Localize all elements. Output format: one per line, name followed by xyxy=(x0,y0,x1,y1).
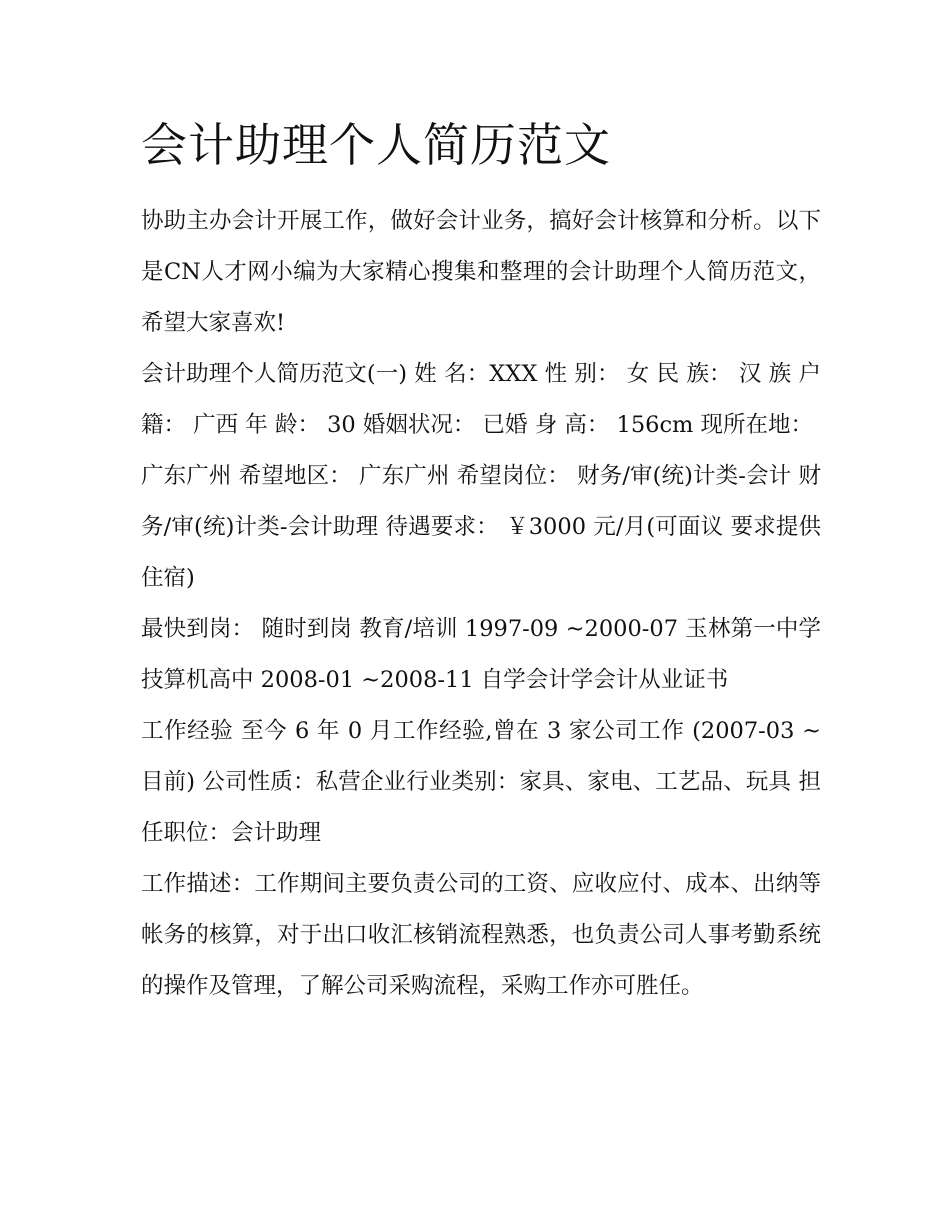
personal-info-paragraph: 会计助理个人简历范文(一) 姓 名：XXX 性 别： 女 民 族： 汉 族 户 籍： 广西 年 龄： 30 婚姻状况： 已婚 身 高： 156cm 现所在地： xyxy=(141,361,821,438)
job-description-paragraph: 工作描述：工作期间主要负责公司的工资、应收应付、成本、出纳等帐务的核算，对于出口收汇核销流程熟悉，也负责公司人事考勤系统的操作及管理，了解公司采购流程，采购工作亦可胜任。 xyxy=(141,871,821,999)
document-title: 会计助理个人简历范文 xyxy=(141,118,611,172)
work-experience-paragraph: 工作经验 至今 6 年 0 月工作经验,曾在 3 家公司工作 (2007-03 ~ 目前) 公司性质：私营企业行业类别：家具、家电、工艺品、玩具 担任职位：会计助理 xyxy=(141,718,821,846)
job-intention-paragraph: 广东广州 希望地区： 广东广州 希望岗位： 财务/审(统)计类-会计 财务/审(统)计类-会计助理 待遇要求： ￥3000 元/月(可面议 要求提供住宿) xyxy=(141,463,821,591)
document-body xyxy=(141,196,821,1012)
education-paragraph: 最快到岗： 随时到岗 教育/培训 1997-09 ~2000-07 玉林第一中学技算机高中 2008-01 ~2008-11 自学会计学会计从业证书 xyxy=(141,616,821,693)
intro-paragraph: 协助主办会计开展工作，做好会计业务，搞好会计核算和分析。以下是CN人才网小编为大家精心搜集和整理的会计助理个人简历范文，希望大家喜欢! xyxy=(141,208,821,336)
